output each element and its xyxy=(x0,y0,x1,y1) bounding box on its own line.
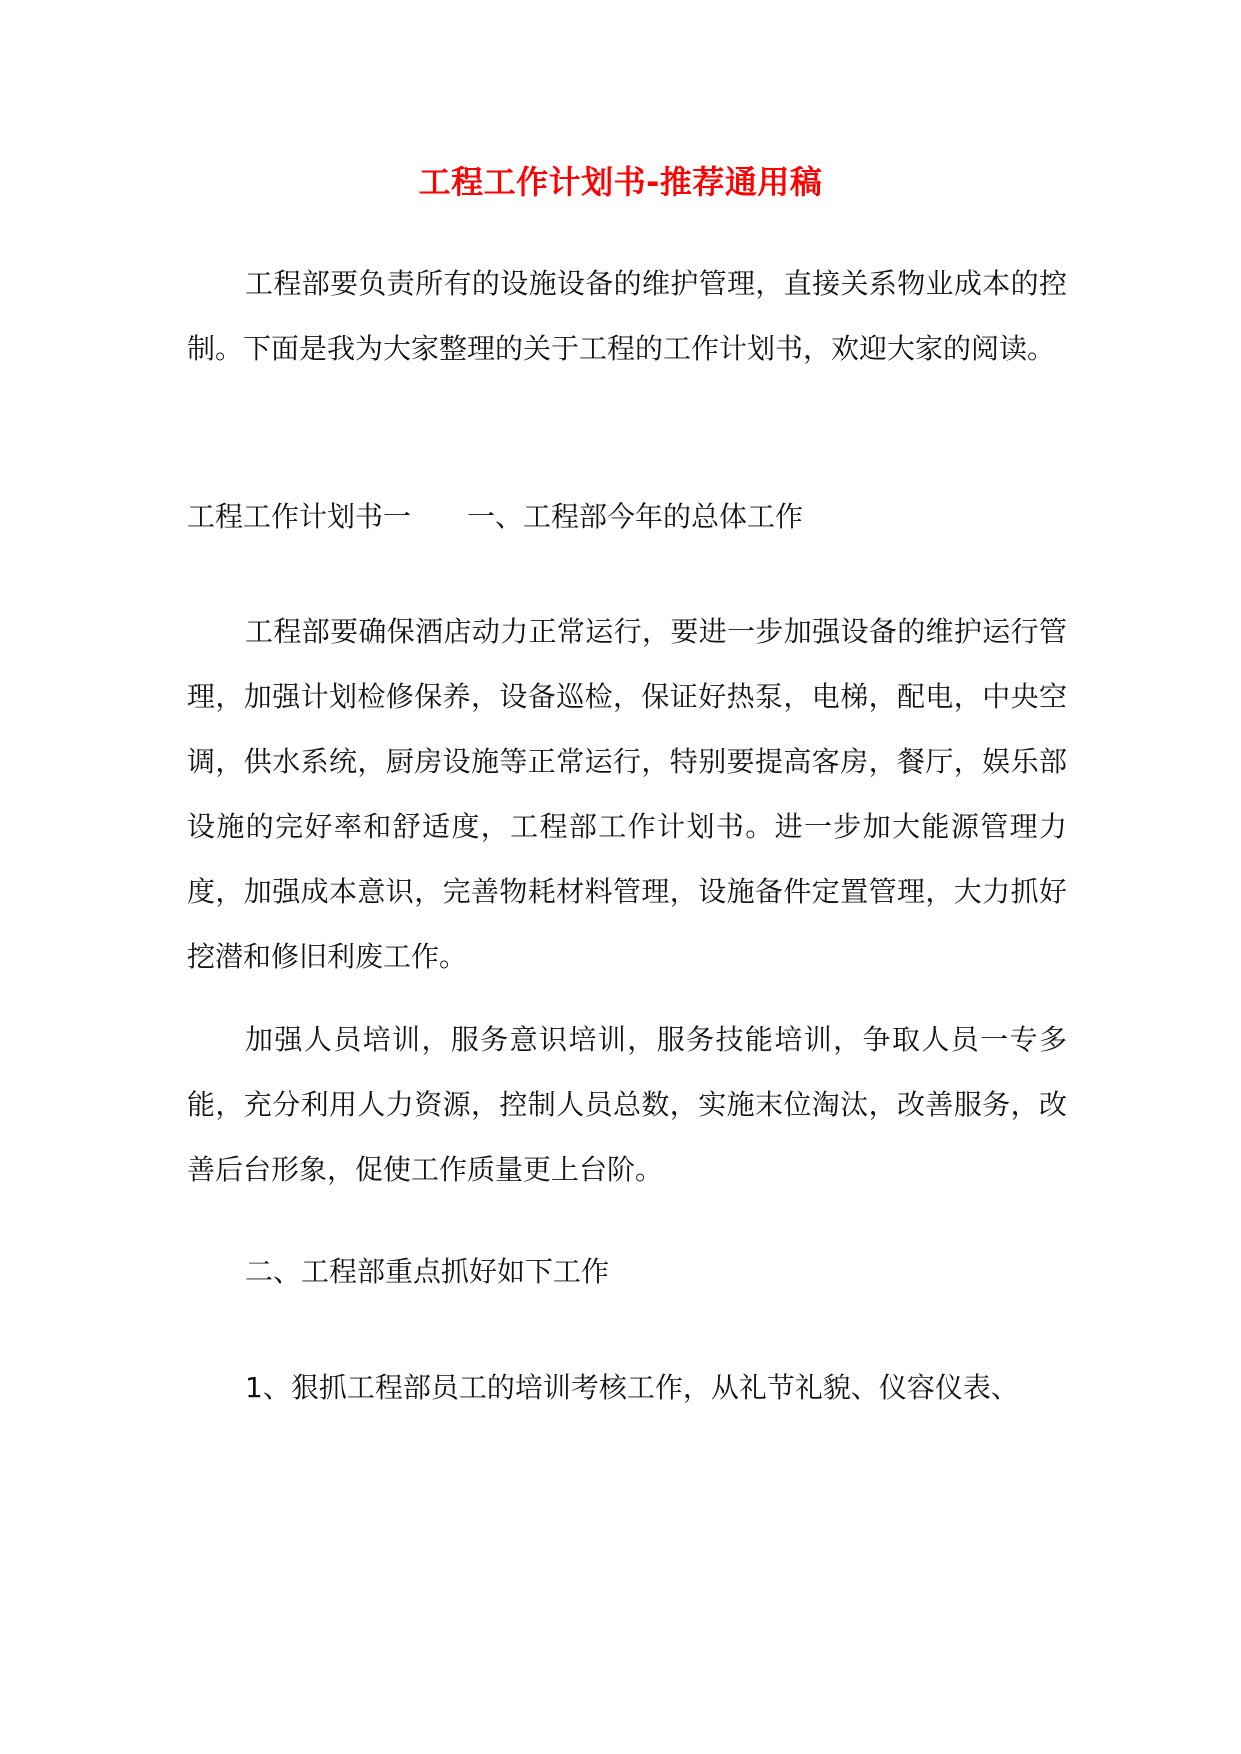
body-paragraph-1: 工程部要确保酒店动力正常运行，要进一步加强设备的维护运行管理，加强计划检修保养，设备巡检，保证好热泵，电梯，配电，中央空调，供水系统，厨房设施等正常运行，特别要提高客房，餐厅，娱乐部设施的完好率和舒适度，工程部工作计划书。进一步加大能源管理力度，加强成本意识，完善物耗材料管理，设施备件定置管理，大力抓好挖潜和修旧利废工作。 xyxy=(187,615,1067,973)
list-item-1: 1、狠抓工程部员工的培训考核工作，从礼节礼貌、仪容仪表、 xyxy=(245,1371,1019,1404)
section-two-heading: 二、工程部重点抓好如下工作 xyxy=(245,1255,610,1288)
section-one-label: 工程工作计划书一 xyxy=(187,500,412,533)
section-one-heading: 一、工程部今年的总体工作 xyxy=(467,500,804,533)
document-title: 工程工作计划书-推荐通用稿 xyxy=(418,163,823,201)
body-paragraph-2: 加强人员培训，服务意识培训，服务技能培训，争取人员一专多能，充分利用人力资源，控制人员总数，实施末位淘汰，改善服务，改善后台形象，促使工作质量更上台阶。 xyxy=(187,1023,1067,1186)
intro-paragraph: 工程部要负责所有的设施设备的维护管理，直接关系物业成本的控制。下面是我为大家整理的关于工程的工作计划书，欢迎大家的阅读。 xyxy=(187,267,1067,365)
section-one-line xyxy=(187,484,1067,549)
